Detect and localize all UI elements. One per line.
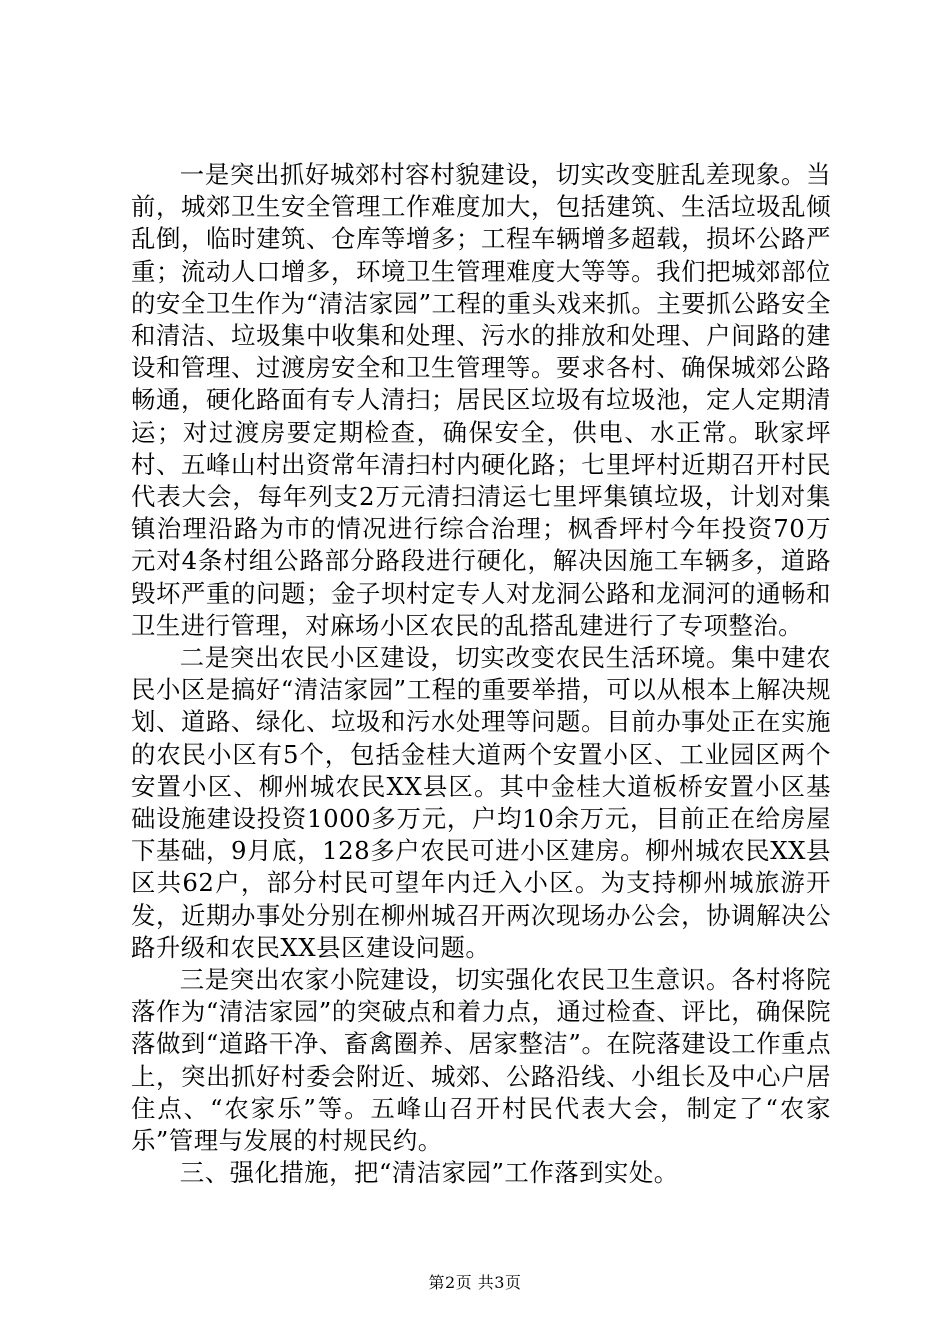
paragraph-farmhouse-courtyard: 三是突出农家小院建设，切实强化农民卫生意识。各村将院落作为“清洁家园”的突破点和着力点，通过检查、评比，确保院落做到“道路干净、畜禽圈养、居家整洁”。在院落建设工作重点上，突出抓好村委会附近、城郊、公路沿线、小组长及中心户居住点、“农家乐”等。五峰山召开村民代表大会，制定了“农家乐”管理与发展的村规民约。 xyxy=(131,965,831,1156)
paragraph-farmer-community: 二是突出农民小区建设，切实改变农民生活环境。集中建农民小区是搞好“清洁家园”工程的重要举措，可以从根本上解决规划、道路、绿化、垃圾和污水处理等问题。目前办事处正在实施的农民小区有5个，包括金桂大道两个安置小区、工业园区两个安置小区、柳州城农民XX县区。其中金桂大道板桥安置小区基础设施建设投资1000多万元，户均10余万元，目前正在给房屋下基础，9月底，128多户农民可进小区建房。柳州城农民XX县区共62户，部分村民可望年内迁入小区。为支持柳州城旅游开发，近期办事处分别在柳州城召开两次现场办公会，协调解决公路升级和农民XX县区建设问题。 xyxy=(131,643,831,962)
section-heading-measures: 三、强化措施，把“清洁家园”工作落到实处。 xyxy=(179,1158,679,1188)
paragraph-village-appearance: 一是突出抓好城郊村容村貌建设，切实改变脏乱差现象。当前，城郊卫生安全管理工作难度加大，包括建筑、生活垃圾乱倾乱倒，临时建筑、仓库等增多；工程车辆增多超载，损坏公路严重；流动人口增多，环境卫生管理难度大等等。我们把城郊部位的安全卫生作为“清洁家园”工程的重头戏来抓。主要抓公路安全和清洁、垃圾集中收集和处理、污水的排放和处理、户间路的建设和管理、过渡房安全和卫生管理等。要求各村、确保城郊公路畅通，硬化路面有专人清扫；居民区垃圾有垃圾池，定人定期清运；对过渡房要定期检查，确保安全，供电、水正常。耿家坪村、五峰山村出资常年清扫村内硬化路；七里坪村近期召开村民代表大会，每年列支2万元清扫清运七里坪集镇垃圾，计划对集镇治理沿路为市的情况进行综合治理；枫香坪村今年投资70万元对4条村组公路部分路段进行硬化，解决因施工车辆多，道路毁坏严重的问题；金子坝村定专人对龙洞公路和龙洞河的通畅和卫生进行管理，对麻场小区农民的乱搭乱建进行了专项整治。 xyxy=(131,160,831,640)
page-number-footer: 第2页 共3页 xyxy=(428,1273,522,1292)
document-body xyxy=(131,159,831,1190)
